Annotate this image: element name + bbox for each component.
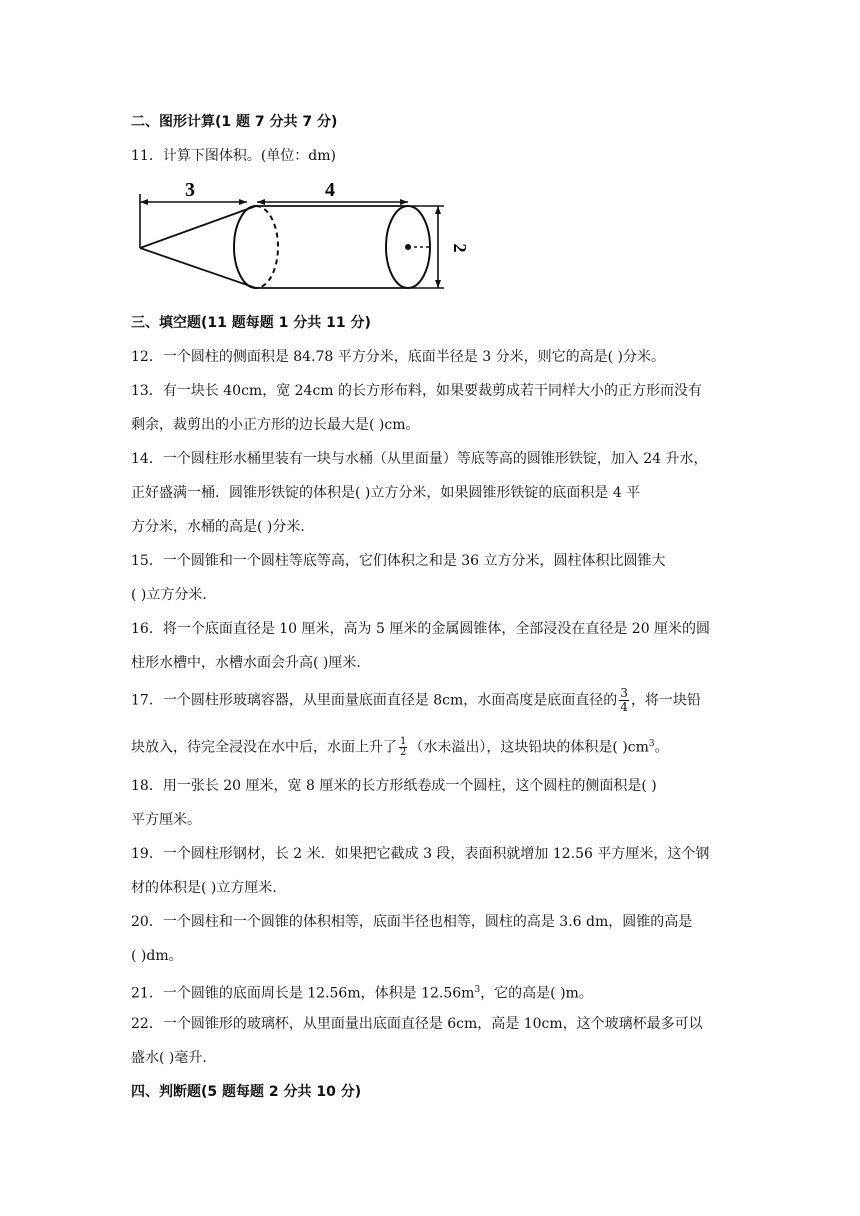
question-17-line-2 <box>131 734 669 758</box>
cone-cylinder-figure <box>132 172 470 292</box>
question-18-line-1: 18．用一张长 20 厘米，宽 8 厘米的长方形纸卷成一个圆柱，这个圆柱的侧面积是( ) <box>131 778 657 794</box>
dimension-label-3: 3 <box>185 179 195 201</box>
fraction-three-quarters: $\frac{3}{4}$ <box>620 686 628 714</box>
question-17-line-1 <box>131 687 701 714</box>
fraction-one-half: $\frac{1}{2}$ <box>400 736 407 759</box>
question-11: 11．计算下图体积。(单位：dm) <box>131 148 336 164</box>
question-19-line-1: 19．一个圆柱形钢材，长 2 米．如果把它截成 3 段，表面积就增加 12.56 平方厘米，这个钢 <box>131 846 710 862</box>
section-title-3: 三、填空题(11 题每题 1 分共 11 分) <box>131 315 371 331</box>
question-14-line-2: 正好盛满一桶．圆锥形铁锭的体积是( )立方分米，如果圆锥形铁锭的底面积是 4 平 <box>131 485 641 501</box>
question-15-line-1: 15．一个圆锥和一个圆柱等底等高，它们体积之和是 36 立方分米，圆柱体积比圆锥大 <box>131 553 666 569</box>
question-21 <box>131 980 593 1004</box>
section-title-2: 二、图形计算(1 题 7 分共 7 分) <box>131 114 338 130</box>
q17-superscript: 3 <box>648 739 655 749</box>
question-20-line-2: ( )dm。 <box>131 948 183 964</box>
question-15-line-2: ( )立方分米． <box>131 587 217 603</box>
question-22-line-1: 22．一个圆锥形的玻璃杯，从里面量出底面直径是 6cm，高是 10cm，这个玻璃杯最多可以 <box>131 1016 703 1032</box>
question-14-line-3: 方分米，水桶的高是( )分米． <box>131 519 315 535</box>
q17-text-a: 17．一个圆柱形玻璃容器，从里面量底面直径是 8cm，水面高度是底面直径的 <box>131 692 618 709</box>
question-13-line-1: 13．有一块长 40cm，宽 24cm 的长方形布料，如果要裁剪成若干同样大小的正方形而没有 <box>131 383 703 399</box>
question-22-line-2: 盛水( )毫升． <box>131 1050 217 1066</box>
q17-text-c: 块放入，待完全浸没在水中后，水面上升了 <box>131 739 397 756</box>
dimension-label-2: 2 <box>450 243 470 253</box>
question-16-line-1: 16．将一个底面直径是 10 厘米，高为 5 厘米的金属圆锥体，全部浸没在直径是 20 厘米的圆 <box>131 621 711 637</box>
question-20-line-1: 20．一个圆柱和一个圆锥的体积相等，底面半径也相等，圆柱的高是 3.6 dm，圆锥的高是 <box>131 914 693 930</box>
q17-text-e: 。 <box>654 739 669 756</box>
q21-text-a: 21．一个圆锥的底面周长是 12.56m，体积是 12.56m <box>131 985 475 1002</box>
q21-text-b: ，它的高是( )m。 <box>480 985 593 1002</box>
dimension-label-4: 4 <box>325 179 335 201</box>
question-12: 12．一个圆柱的侧面积是 84.78 平方分米，底面半径是 3 分米，则它的高是( )分米。 <box>131 349 665 365</box>
question-19-line-2: 材的体积是( )立方厘米． <box>131 880 287 896</box>
question-13-line-2: 剩余，裁剪出的小正方形的边长最大是( )cm。 <box>131 417 420 433</box>
question-18-line-2: 平方厘米。 <box>131 812 201 828</box>
q21-superscript: 3 <box>474 985 481 995</box>
q17-text-d: （水未溢出），这块铅块的体积是( )cm <box>409 739 649 756</box>
question-14-line-1: 14．一个圆柱形水桶里装有一块与水桶（从里面量）等底等高的圆锥形铁锭，加入 24 升水， <box>131 451 708 467</box>
section-title-4: 四、判断题(5 题每题 2 分共 10 分) <box>131 1084 362 1100</box>
question-16-line-2: 柱形水槽中，水槽水面会升高( )厘米． <box>131 655 371 671</box>
q17-text-b: ，将一块铅 <box>630 692 701 709</box>
